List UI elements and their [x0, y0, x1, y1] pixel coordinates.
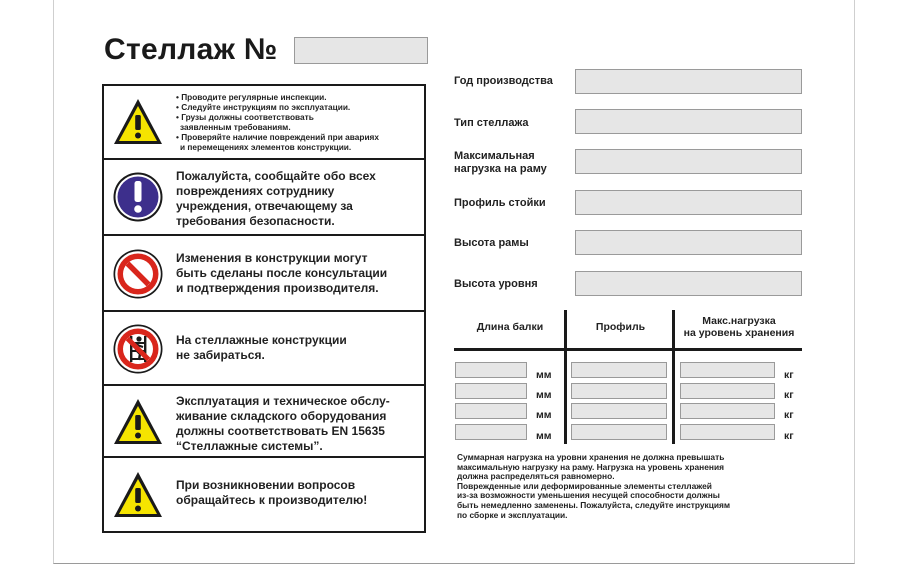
- instruction-line: быть сделаны после консультации: [176, 266, 388, 280]
- level-height-label: Высота уровня: [454, 278, 538, 290]
- year-field[interactable]: [575, 69, 802, 94]
- instruction-text: [176, 169, 418, 229]
- instruction-line: Эксплуатация и техническое обслу-: [176, 394, 390, 408]
- unit-kg: кг: [784, 389, 794, 401]
- unit-mm: мм: [536, 369, 552, 381]
- instruction-row-standard: [104, 386, 424, 458]
- instruction-line: Пожалуйста, сообщайте обо всех: [176, 169, 376, 183]
- level-load-field[interactable]: [680, 403, 775, 419]
- upright-profile-label: Профиль стойки: [454, 197, 546, 209]
- instruction-line: Изменения в конструкции могут: [176, 251, 368, 265]
- level-height-field[interactable]: [575, 271, 802, 296]
- max-frame-load-label: [454, 150, 547, 176]
- prohibition-icon: [112, 248, 164, 300]
- instruction-text: [176, 478, 418, 508]
- max-level-load-header: [675, 315, 803, 339]
- max-frame-load-field[interactable]: [575, 149, 802, 174]
- load-note: [457, 453, 802, 520]
- note-line: из-за возможности уменьшения несущей способности должны: [457, 490, 720, 501]
- beam-length-field[interactable]: [455, 383, 527, 399]
- year-label: Год производства: [454, 75, 553, 87]
- profile-header: Профиль: [595, 321, 646, 333]
- level-load-field[interactable]: [680, 424, 775, 440]
- note-line: по сборке и эксплуатации.: [457, 509, 568, 520]
- instruction-line: заявленным требованиям.: [180, 122, 291, 132]
- instruction-line: живание складского оборудования: [176, 409, 387, 423]
- instruction-line: не забираться.: [176, 348, 265, 362]
- beam-length-field[interactable]: [455, 362, 527, 378]
- level-load-field[interactable]: [680, 362, 775, 378]
- unit-mm: мм: [536, 409, 552, 421]
- profile-field[interactable]: [571, 383, 667, 399]
- unit-kg: кг: [784, 430, 794, 442]
- note-line: максимальную нагрузку на раму. Нагрузка на уровень хранения: [457, 461, 724, 472]
- exclamation-circle-icon: [112, 171, 164, 223]
- max-frame-load-label-line: нагрузка на раму: [454, 163, 547, 175]
- max-level-load-header-line: Макс.нагрузка: [702, 315, 776, 327]
- profile-field[interactable]: [571, 362, 667, 378]
- instruction-line: требования безопасности.: [176, 214, 335, 228]
- rack-number-field[interactable]: [294, 37, 428, 64]
- table-column-divider: [564, 310, 567, 444]
- unit-kg: кг: [784, 409, 794, 421]
- max-level-load-header-line: на уровень хранения: [683, 327, 795, 339]
- beam-length-field[interactable]: [455, 403, 527, 419]
- instruction-line: • Проверяйте наличие повреждений при авариях: [176, 132, 379, 142]
- max-frame-load-label-line: Максимальная: [454, 150, 535, 162]
- level-load-field[interactable]: [680, 383, 775, 399]
- instruction-line: На стеллажные конструкции: [176, 333, 347, 347]
- instruction-row-inspections: [104, 86, 424, 160]
- instruction-text: [176, 333, 418, 363]
- table-header-divider: [454, 348, 802, 351]
- profile-field[interactable]: [571, 424, 667, 440]
- instruction-line: • Следуйте инструкциям по эксплуатации.: [176, 102, 351, 112]
- instruction-line: “Стеллажные системы”.: [176, 439, 323, 453]
- rack-type-field[interactable]: [575, 109, 802, 134]
- unit-kg: кг: [784, 369, 794, 381]
- page-title: Стеллаж №: [104, 33, 278, 66]
- instruction-row-report-damage: [104, 160, 424, 236]
- unit-mm: мм: [536, 430, 552, 442]
- upright-profile-field[interactable]: [575, 190, 802, 215]
- warning-triangle-icon: [112, 96, 164, 148]
- no-climbing-icon: [112, 323, 164, 375]
- instruction-line: и перемещениях элементов конструкции.: [180, 142, 352, 152]
- note-line: Поврежденные или деформированные элементы стеллажей: [457, 480, 712, 491]
- warning-triangle-icon: [112, 396, 164, 448]
- instruction-row-modifications: [104, 236, 424, 312]
- frame-height-label: Высота рамы: [454, 237, 529, 249]
- instruction-text: [176, 394, 418, 454]
- instruction-line: обращайтесь к производителю!: [176, 493, 368, 507]
- beam-length-header: Длина балки: [476, 321, 544, 333]
- note-line: Суммарная нагрузка на уровни хранения не должна превышать: [457, 452, 725, 462]
- unit-mm: мм: [536, 389, 552, 401]
- table-column-divider: [672, 310, 675, 444]
- instruction-line: учреждения, отвечающему за: [176, 199, 353, 213]
- safety-instructions-panel: [102, 84, 426, 533]
- instruction-row-no-climbing: [104, 312, 424, 386]
- instruction-row-contact: [104, 458, 424, 531]
- instruction-line: и подтверждения производителя.: [176, 281, 379, 295]
- rack-type-label: Тип стеллажа: [454, 117, 529, 129]
- note-line: должна распределяться равномерно.: [457, 471, 615, 482]
- instruction-text: [176, 92, 418, 152]
- frame-height-field[interactable]: [575, 230, 802, 255]
- instruction-line: • Грузы должны соответствовать: [176, 112, 314, 122]
- instruction-line: повреждениях сотруднику: [176, 184, 335, 198]
- instruction-line: должны соответствовать EN 15635: [176, 424, 385, 438]
- warning-triangle-icon: [112, 469, 164, 521]
- profile-field[interactable]: [571, 403, 667, 419]
- instruction-text: [176, 251, 418, 296]
- instruction-line: • Проводите регулярные инспекции.: [176, 92, 327, 102]
- note-line: быть немедленно заменены. Пожалуйста, следуйте инструкциям: [457, 499, 731, 510]
- instruction-line: При возникновении вопросов: [176, 478, 356, 492]
- beam-length-field[interactable]: [455, 424, 527, 440]
